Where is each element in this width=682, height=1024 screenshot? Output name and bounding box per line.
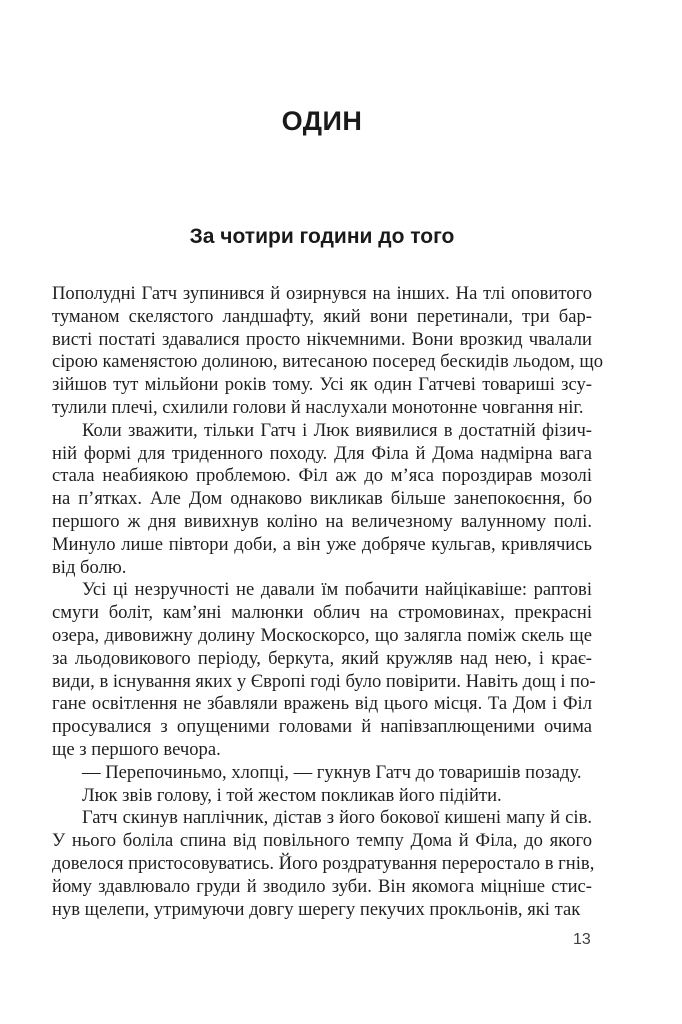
paragraph: [52, 807, 595, 921]
text-line: Пополудні Гатч зупинився й озирнувся на інших. На тлі оповитого: [52, 283, 592, 304]
page-number: 13: [573, 931, 591, 948]
text-line: — Перепочиньмо, хлопці, — гукнув Гатч до товаришів позаду.: [82, 761, 582, 783]
text-line: озера, дивовижну долину Москоскорсо, що залягла поміж скель ще: [52, 624, 592, 646]
text-line: Люк звів голову, і той жестом покликав його підійти.: [82, 784, 502, 806]
text-line: Гатч скинув наплічник, дістав з його бокової кишені мапу й сів.: [82, 807, 592, 829]
text-line: Усі ці незручності не давали їм побачити найцікавіше: раптові: [82, 579, 592, 601]
paragraph: [52, 762, 592, 785]
text-line: за льодовикового періоду, беркута, який кружляв над нею, і крає-: [52, 647, 592, 669]
text-line: від болю.: [52, 556, 127, 578]
text-line: ще з першого вечора.: [52, 738, 221, 760]
text-line: гане освітлення не збавляли вражень від цього місця. Та Дом і Філ: [52, 693, 592, 715]
text-line: стала неабиякою проблемою. Філ аж до м’яса пороздирав мозолі: [52, 465, 592, 487]
text-line: зійшов тут мільйони років тому. Усі як один Гатчеві товариші зсу-: [52, 374, 592, 396]
text-line: смуги боліт, кам’яні малюнки облич на стромовинах, прекрасні: [52, 602, 592, 624]
text-line: просувалися з опущеними головами й напівзаплющеними очима: [52, 716, 592, 738]
text-line: тулили плечі, схилили голови й наслухали монотонне човгання ніг.: [52, 396, 584, 418]
text-line: сірою каменястою долиною, витесаною посеред бескидів льодом, що: [52, 351, 603, 373]
text-line: види, в існування яких у Європі годі було повірити. Навіть дощ і по-: [52, 670, 596, 692]
page-content: [52, 0, 603, 921]
text-line: Минуло лише півтори доби, а він уже добряче кульгав, кривлячись: [52, 533, 592, 555]
text-line: Коли зважити, тільки Гатч і Люк виявилися в достатній фізич-: [82, 419, 592, 441]
section-subtitle: За чотири години до того: [189, 225, 455, 248]
text-line: У нього боліла спина від повільного темпу Дома й Філа, до якого: [52, 830, 592, 852]
text-line: довелося пристосовуватись. Його роздратування переростало в гнів,: [52, 852, 595, 874]
paragraph: [52, 420, 592, 580]
paragraph: [52, 579, 596, 761]
chapter-title: ОДИН: [281, 106, 363, 136]
text-line: йому здавлювало груди й зводило зуби. Він якомога міцніше стис-: [52, 875, 592, 897]
text-line: першого ж дня вивихнув коліно на величезному валунному полі.: [52, 510, 592, 532]
body-text: [52, 283, 603, 921]
text-line: на п’ятках. Але Дом однаково викликав більше занепокоєння, бо: [52, 488, 592, 510]
text-line: ній формі для триденного походу. Для Філа й Дома надмірна вага: [52, 442, 592, 464]
paragraph: [52, 283, 603, 420]
text-line: нув щелепи, утримуючи довгу шерегу пекучих прокльонів, які так: [52, 898, 581, 920]
text-line: висті постаті здавалися просто нікчемними. Вони врозкид чвалали: [52, 328, 592, 350]
paragraph: [52, 785, 592, 808]
text-line: туманом скелястого ландшафту, який вони перетинали, три бар-: [52, 305, 592, 327]
